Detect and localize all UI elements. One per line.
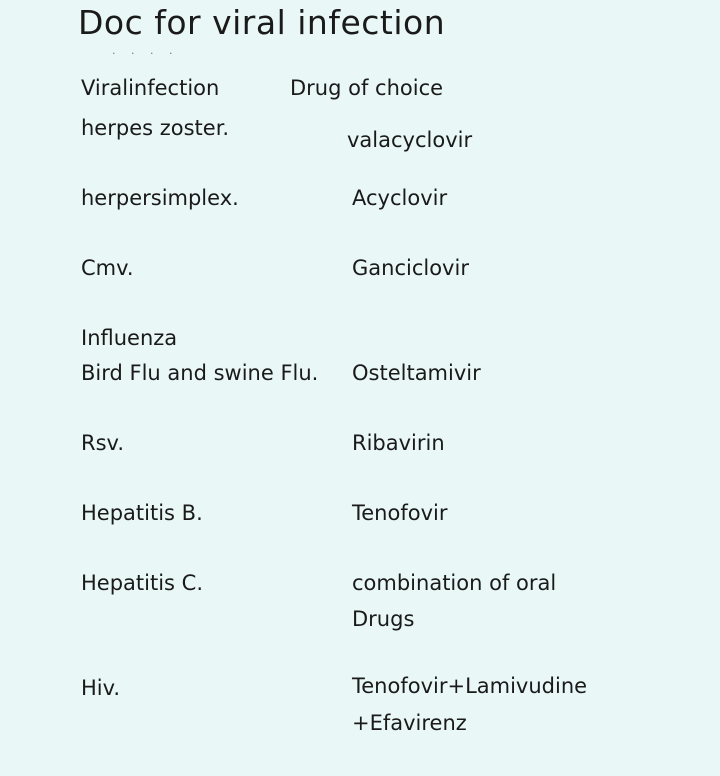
- cell-infection: Hepatitis C.: [81, 571, 204, 595]
- cell-infection: Hepatitis B.: [81, 501, 203, 525]
- table-row: [0, 256, 720, 326]
- table-row: [0, 571, 720, 676]
- cell-drug: Osteltamivir: [352, 361, 481, 385]
- title-underline-marks: · · · ·: [112, 47, 179, 55]
- cell-drug-line2: +Efavirenz: [352, 711, 467, 735]
- cell-infection: Influenza: [81, 326, 178, 350]
- table-row: [0, 501, 720, 571]
- cell-infection: herpersimplex.: [81, 186, 239, 210]
- viral-infection-table: [0, 72, 720, 776]
- table-row: [0, 676, 720, 776]
- cell-drug: Tenofovir: [352, 501, 448, 525]
- cell-drug: combination of oral: [352, 571, 557, 595]
- table-header-row: [0, 72, 720, 116]
- cell-drug: valacyclovir: [347, 128, 473, 152]
- cell-drug: Ganciclovir: [352, 256, 469, 280]
- cell-infection: Hiv.: [81, 676, 121, 700]
- table-row: [0, 116, 720, 186]
- cell-drug: Ribavirin: [352, 431, 445, 455]
- cell-drug-line2: Drugs: [352, 607, 415, 631]
- column-header-drug: Drug of choice: [290, 76, 444, 100]
- table-row: [0, 431, 720, 501]
- cell-infection: herpes zoster.: [81, 116, 230, 140]
- cell-infection: Cmv.: [81, 256, 134, 280]
- table-row: [0, 186, 720, 256]
- cell-drug: Acyclovir: [352, 186, 448, 210]
- page-title: Doc for viral infection: [78, 3, 446, 42]
- column-header-infection: Viralinfection: [81, 76, 220, 100]
- cell-infection-line2: Bird Flu and swine Flu.: [81, 361, 319, 385]
- table-row: [0, 326, 720, 431]
- cell-infection: Rsv.: [81, 431, 125, 455]
- cell-drug: Tenofovir+Lamivudine: [352, 674, 588, 698]
